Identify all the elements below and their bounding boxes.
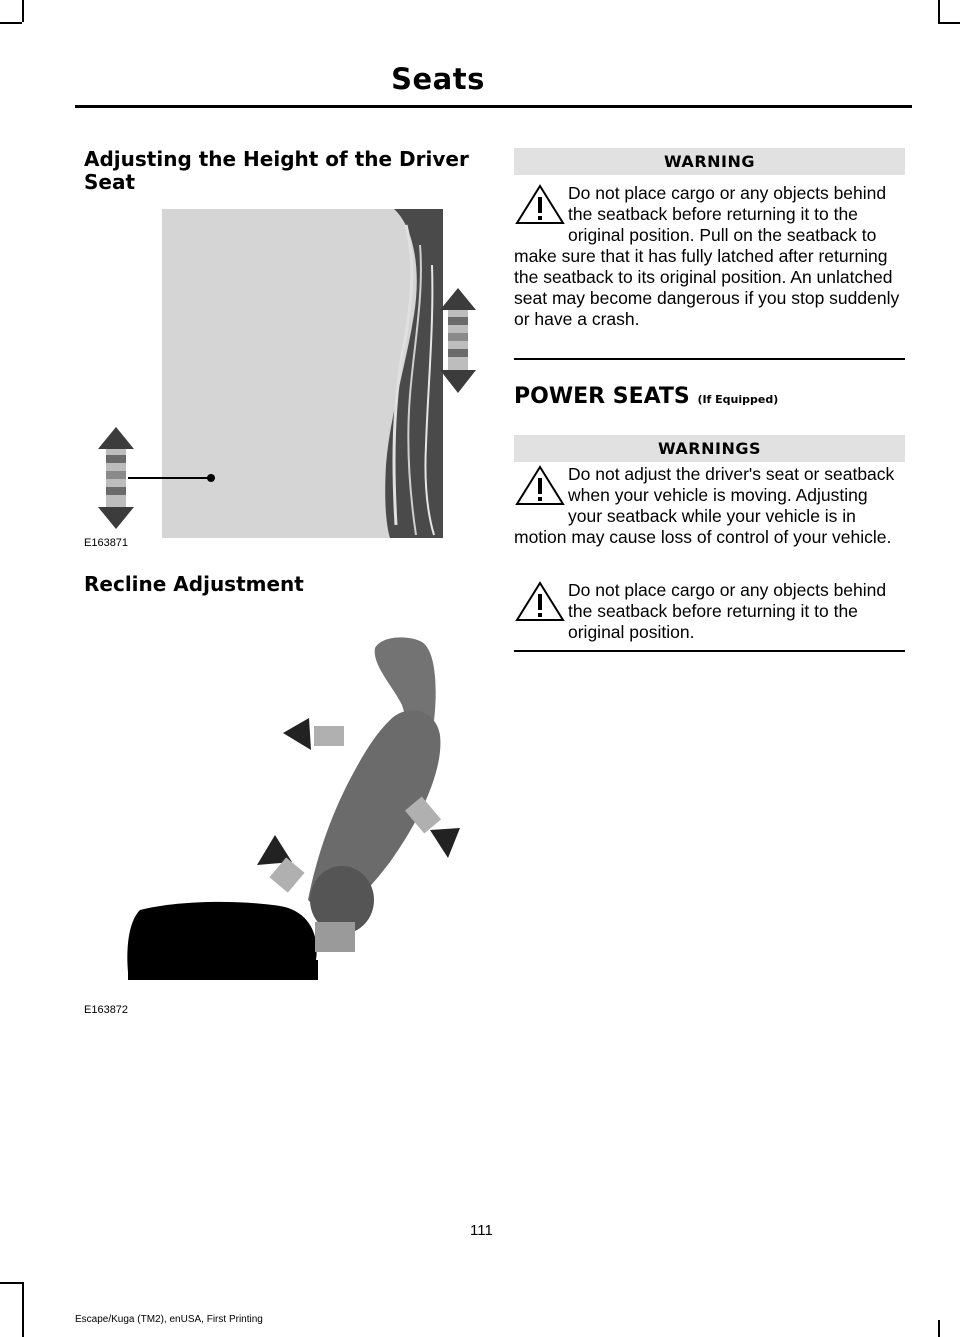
crop-mark xyxy=(0,1282,22,1284)
crop-mark xyxy=(938,1320,940,1337)
figure-code: E163871 xyxy=(84,537,129,549)
title-rule xyxy=(75,105,912,108)
page-title: Seats xyxy=(391,62,485,96)
crop-mark xyxy=(0,22,22,24)
edition-footer: Escape/Kuga (TM2), enUSA, First Printing xyxy=(75,1314,263,1325)
crop-mark xyxy=(938,0,940,22)
power-seats-heading xyxy=(514,384,778,409)
warning-triangle-icon xyxy=(514,464,566,508)
warning-text xyxy=(514,183,905,330)
warning-rule xyxy=(514,358,905,360)
crop-mark xyxy=(22,0,24,22)
warning-header: WARNING xyxy=(514,148,905,175)
warning-triangle-icon xyxy=(514,183,566,227)
warning-body: Do not place cargo or any objects behind the seatback before returning it to the original position. Pull on the seatback to make sure that it has fully latched after returning the seatback to its original position. An unlatched seat may become dangerous if you stop suddenly or have a crash. xyxy=(514,183,900,329)
warning-item xyxy=(514,580,905,643)
height-adjust-heading: Adjusting the Height of the Driver Seat xyxy=(84,147,469,194)
figure-code: E163872 xyxy=(84,1004,129,1016)
seat-height-figure xyxy=(94,205,484,540)
warning-body: Do not place cargo or any objects behind the seatback before returning it to the original position. xyxy=(568,580,887,642)
recline-heading: Recline Adjustment xyxy=(84,572,304,596)
warning-item xyxy=(514,464,905,548)
seat-recline-figure xyxy=(120,630,490,990)
warning-triangle-icon xyxy=(514,580,566,624)
power-seats-title: POWER SEATS xyxy=(514,384,690,409)
page-number: 111 xyxy=(470,1222,493,1239)
warning-body: Do not adjust the driver's seat or seatback when your vehicle is moving. Adjusting your seatback while your vehicle is in motion may cause loss of control of your vehicle. xyxy=(514,464,895,547)
warnings-header: WARNINGS xyxy=(514,435,905,462)
warning-rule xyxy=(514,650,905,652)
crop-mark xyxy=(938,22,960,24)
crop-mark xyxy=(22,1282,24,1337)
power-seats-qualifier: (If Equipped) xyxy=(697,393,779,406)
